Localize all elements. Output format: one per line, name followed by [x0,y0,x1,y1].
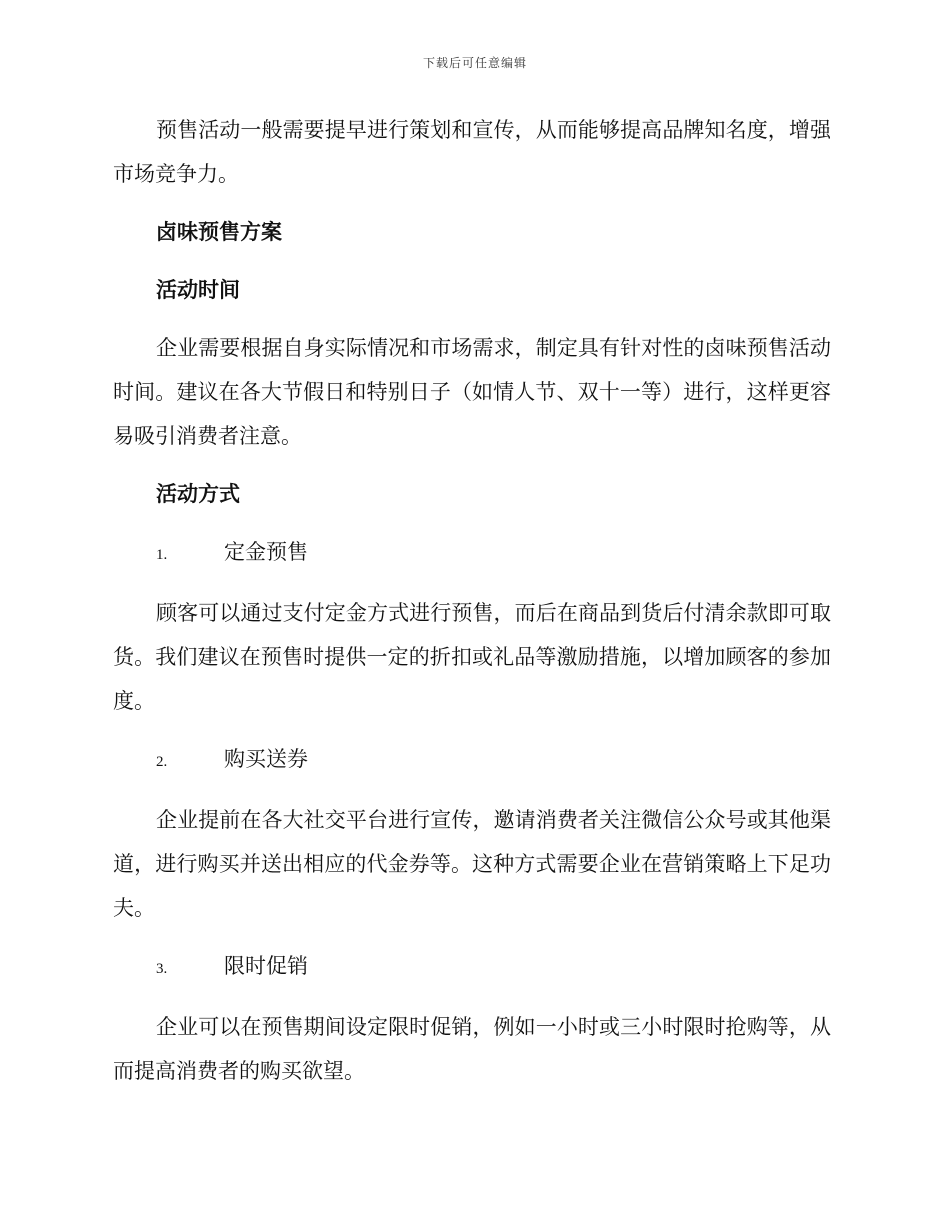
section-title: 卤味预售方案 [156,220,282,244]
list-number: 1. [156,547,168,563]
list-number: 3. [156,961,168,977]
header-note: 下载后可任意编辑 [422,56,527,70]
list-item-label: 限时促销 [224,954,308,978]
heading-activity-method: 活动方式 [156,482,240,506]
intro-paragraph: 预售活动一般需要提早进行策划和宣传，从而能够提高品牌知名度，增强市场竞争力。 [113,118,831,186]
purchase-coupon-paragraph: 企业提前在各大社交平台进行宣传，邀请消费者关注微信公众号或其他渠道，进行购买并送出相应的代金券等。这种方式需要企业在营销策略上下足功夫。 [113,808,831,920]
list-item-deposit-presale [113,530,831,577]
activity-time-paragraph: 企业需要根据自身实际情况和市场需求，制定具有针对性的卤味预售活动时间。建议在各大节假日和特别日子（如情人节、双十一等）进行，这样更容易吸引消费者注意。 [113,336,831,448]
list-item-limited-time-promo [113,944,831,991]
heading-activity-time: 活动时间 [156,278,240,302]
list-item-label: 定金预售 [224,540,308,564]
list-number: 2. [156,754,168,770]
list-item-purchase-coupon [113,737,831,784]
deposit-presale-paragraph: 顾客可以通过支付定金方式进行预售，而后在商品到货后付清余款即可取货。我们建议在预售时提供一定的折扣或礼品等激励措施，以增加顾客的参加度。 [113,601,831,713]
limited-time-promo-paragraph: 企业可以在预售期间设定限时促销，例如一小时或三小时限时抢购等，从而提高消费者的购买欲望。 [113,1015,831,1083]
list-item-label: 购买送券 [224,747,308,771]
document-body [113,108,831,1107]
